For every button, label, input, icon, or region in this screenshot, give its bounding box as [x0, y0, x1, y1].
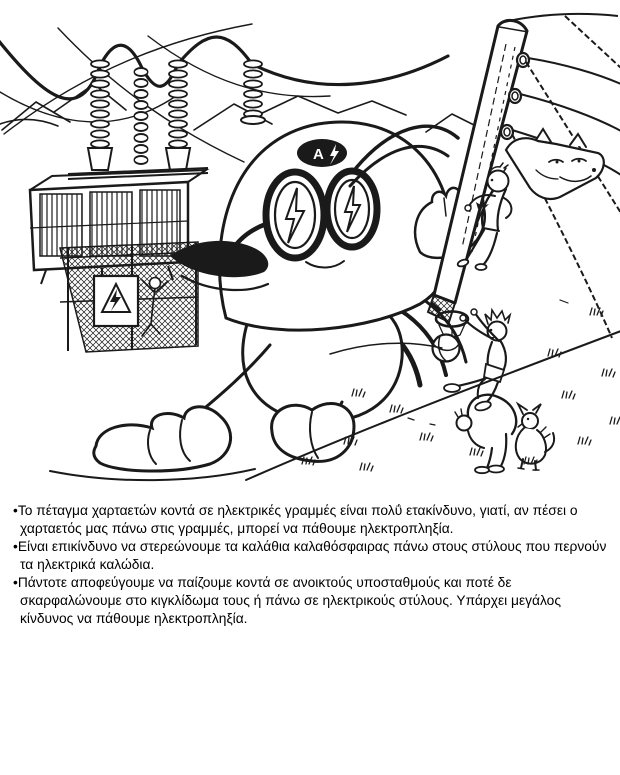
insulator-column-2 — [134, 68, 148, 164]
warning-sign — [94, 276, 138, 326]
mountains — [0, 84, 478, 132]
badge-letter: A — [313, 146, 324, 163]
basketball — [433, 335, 460, 362]
bullet-text: Είναι επικίνδυνο να στερεώνουμε τα καλάθια καλαθόσφαιρας πάνω στους στύλους που περνούν τα ηλεκτρικά καλώδια. — [17, 539, 607, 572]
bullet-text: Το πέταγμα χαρταετών κοντά σε ηλεκτρικές γραμμές είναι πολΰ ετακίνδυνο, γιατί, αν πέσει ο χαρταετός μας πάνω στις γραμμές, μπορεί να πάθουμε ηλεκτροπληξία. — [17, 503, 578, 536]
safety-bullet-list — [13, 502, 611, 628]
safety-bullet-2 — [13, 538, 611, 574]
insulator-column-1 — [91, 60, 109, 147]
helmet-badge — [297, 139, 347, 167]
bending-kid — [455, 379, 516, 473]
safety-bullet-3 — [13, 574, 611, 628]
mascot-foot-back — [94, 407, 231, 471]
kite-body — [506, 138, 604, 199]
insulator-column-3 — [169, 60, 187, 147]
bullet-marker: • — [13, 503, 18, 518]
dog — [516, 404, 554, 470]
bullet-text: Πάντοτε αποφεύγουμε να παίζουμε κοντά σε ανοικτούς υποσταθμούς και ποτέ δε σκαρφαλώνουμε στο κιγκλίδωμα τους ή πάνω σε ηλεκτρικούς στύλους. Υπάρχει μεγάλος κίνδυνος να πάθουμε ηλεκτροπληξία. — [17, 575, 562, 626]
bullet-marker: • — [13, 539, 18, 554]
safety-bullet-1 — [13, 502, 611, 538]
bullet-marker: • — [13, 575, 18, 590]
